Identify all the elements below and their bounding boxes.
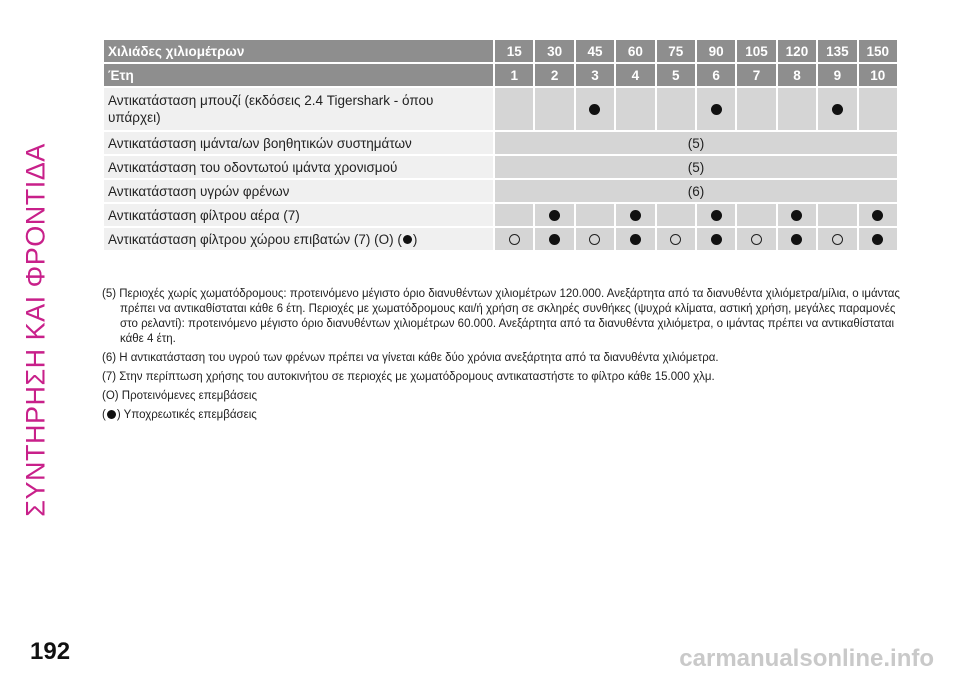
- header-year-value: 8: [778, 64, 816, 86]
- row-label: Αντικατάσταση του οδοντωτού ιμάντα χρονισμού: [104, 156, 493, 178]
- footnote-7: (7) Στην περίπτωση χρήσης του αυτοκινήτου σε περιοχές με χωματόδρομους αντικαταστήστε το φίλτρο κάθε 15.000 χλμ.: [102, 371, 715, 383]
- header-row-kilometers: [104, 40, 897, 62]
- filled-dot-icon: [549, 210, 560, 221]
- row-span-note: (5): [495, 156, 897, 178]
- schedule-cell: [859, 88, 897, 130]
- header-year-value: 3: [576, 64, 614, 86]
- header-km-value: 60: [616, 40, 654, 62]
- row-span-note: (5): [495, 132, 897, 154]
- table-row: [104, 180, 897, 202]
- schedule-cell: [616, 88, 654, 130]
- header-km-value: 90: [697, 40, 735, 62]
- legend-mandatory-text: ) Υποχρεωτικές επεμβάσεις: [116, 409, 257, 421]
- filled-dot-icon: [549, 234, 560, 245]
- header-year-value: 6: [697, 64, 735, 86]
- schedule-cell: [818, 228, 856, 250]
- row-span-note: (6): [495, 180, 897, 202]
- schedule-cell: [657, 228, 695, 250]
- header-label-years: Έτη: [104, 64, 493, 86]
- header-year-value: 9: [818, 64, 856, 86]
- open-circle-icon: [670, 234, 681, 245]
- filled-dot-icon: [791, 234, 802, 245]
- header-row-years: [104, 64, 897, 86]
- schedule-cell: [697, 204, 735, 226]
- schedule-cell: [576, 228, 614, 250]
- schedule-cell: [616, 228, 654, 250]
- schedule-cell: [576, 88, 614, 130]
- schedule-cell: [657, 204, 695, 226]
- header-km-value: 30: [535, 40, 573, 62]
- open-circle-icon: [832, 234, 843, 245]
- row-label: [104, 228, 493, 250]
- row-label: Αντικατάσταση μπουζί (εκδόσεις 2.4 Tigershark - όπου υπάρχει): [104, 88, 493, 130]
- open-circle-icon: [589, 234, 600, 245]
- page-number: 192: [30, 638, 71, 665]
- header-km-value: 75: [657, 40, 695, 62]
- filled-dot-icon: [711, 234, 722, 245]
- row-label: Αντικατάσταση φίλτρου αέρα (7): [104, 204, 493, 226]
- filled-dot-icon: [589, 104, 600, 115]
- header-year-value: 7: [737, 64, 775, 86]
- header-label-kilometers: Χιλιάδες χιλιομέτρων: [104, 40, 493, 62]
- header-km-value: 120: [778, 40, 816, 62]
- table-row: [104, 156, 897, 178]
- schedule-cell: [535, 228, 573, 250]
- schedule-cell: [697, 88, 735, 130]
- header-year-value: 1: [495, 64, 533, 86]
- watermark: carmanualsonline.info: [679, 645, 934, 672]
- footnote-5: (5) Περιοχές χωρίς χωματόδρομους: προτεινόμενο μέγιστο όριο διανυθέντων χιλιομέτρων 120.000. Ανεξάρτητα από τα διανυθέντα χιλιόμετρα/μίλια, ο ιμάντας πρέπει να αντικαθίσταται κάθε 6 έτη. Περιοχές με χωματόδρομους και/ή χρήση σε σκληρές συνθήκες (ψυχρά κλίματα, αστική χρήση, μεγάλες παραμονές στο ρελαντί): προτεινόμενο μέγιστο όριο διανυθέντων χιλιομέτρων 60.000. Ανεξάρτητα από τα διανυθέντα χιλιόμετρα, ο ιμάντας πρέπει να αντικαθίσταται κάθε 4 έτη.: [102, 288, 900, 345]
- filled-dot-icon: [791, 210, 802, 221]
- schedule-cell: [778, 88, 816, 130]
- filled-dot-icon: [107, 410, 116, 419]
- row-label: Αντικατάσταση υγρών φρένων: [104, 180, 493, 202]
- schedule-cell: [818, 204, 856, 226]
- schedule-cell: [657, 88, 695, 130]
- header-km-value: 45: [576, 40, 614, 62]
- legend-mandatory: [102, 408, 902, 423]
- schedule-cell: [576, 204, 614, 226]
- header-year-value: 5: [657, 64, 695, 86]
- schedule-cell: [495, 88, 533, 130]
- legend-recommended: (O) Προτεινόμενες επεμβάσεις: [102, 390, 258, 402]
- filled-dot-icon: [630, 210, 641, 221]
- schedule-cell: [535, 204, 573, 226]
- section-side-title: ΣΥΝΤΗΡΗΣΗ ΚΑΙ ΦΡΟΝΤΙΔΑ: [20, 143, 51, 517]
- header-km-value: 135: [818, 40, 856, 62]
- filled-dot-icon: [403, 235, 412, 244]
- legend-mandatory-prefix: (: [102, 409, 106, 421]
- schedule-cell: [616, 204, 654, 226]
- filled-dot-icon: [630, 234, 641, 245]
- schedule-cell: [495, 204, 533, 226]
- header-km-value: 150: [859, 40, 897, 62]
- row-label-prefix: Αντικατάσταση φίλτρου χώρου επιβατών (7) (O) (: [108, 231, 402, 247]
- schedule-cell: [495, 228, 533, 250]
- schedule-cell: [737, 88, 775, 130]
- schedule-cell: [697, 228, 735, 250]
- filled-dot-icon: [711, 210, 722, 221]
- schedule-cell: [818, 88, 856, 130]
- schedule-cell: [778, 228, 816, 250]
- header-year-value: 2: [535, 64, 573, 86]
- header-km-value: 15: [495, 40, 533, 62]
- header-km-value: 105: [737, 40, 775, 62]
- filled-dot-icon: [832, 104, 843, 115]
- schedule-cell: [859, 228, 897, 250]
- filled-dot-icon: [711, 104, 722, 115]
- schedule-cell: [859, 204, 897, 226]
- filled-dot-icon: [872, 234, 883, 245]
- open-circle-icon: [751, 234, 762, 245]
- table-row: [104, 132, 897, 154]
- header-year-value: 10: [859, 64, 897, 86]
- open-circle-icon: [509, 234, 520, 245]
- footnote-6: (6) Η αντικατάσταση του υγρού των φρένων πρέπει να γίνεται κάθε δύο χρόνια ανεξάρτητα από τα διανυθέντα χιλιόμετρα.: [102, 352, 719, 364]
- filled-dot-icon: [872, 210, 883, 221]
- schedule-cell: [737, 228, 775, 250]
- table-row: [104, 88, 897, 130]
- footnotes: [102, 287, 902, 427]
- table-row: [104, 204, 897, 226]
- schedule-cell: [535, 88, 573, 130]
- schedule-cell: [737, 204, 775, 226]
- header-year-value: 4: [616, 64, 654, 86]
- table-row: [104, 228, 897, 250]
- row-label-suffix: ): [412, 231, 418, 247]
- schedule-cell: [778, 204, 816, 226]
- row-label: Αντικατάσταση ιμάντα/ων βοηθητικών συστημάτων: [104, 132, 493, 154]
- maintenance-schedule-table: [102, 38, 899, 252]
